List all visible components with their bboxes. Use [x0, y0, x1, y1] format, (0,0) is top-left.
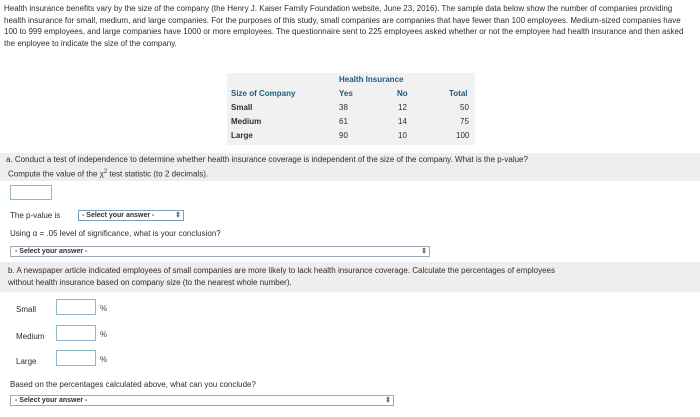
- chevron-updown-icon: ⇕: [421, 248, 427, 255]
- significance-question: Using α = .05 level of significance, what is your conclusion?: [10, 229, 221, 238]
- cell-no-large: 10: [398, 131, 407, 140]
- small-percent-input[interactable]: [56, 299, 96, 315]
- chi-square-input[interactable]: [10, 185, 52, 200]
- row-size-small: Small: [231, 103, 253, 112]
- cell-total-small: 50: [460, 103, 469, 112]
- compute-suffix: test statistic (to 2 decimals).: [107, 169, 209, 179]
- intro-paragraph: Health insurance benefits vary by the size of the company (the Henry J. Kaiser Family Foundation website, June 23, 2016). The sample data below show the number of companies providing health insurance for small, medium, and large companies. For the purposes of this study, small companies are companies that have fewer than 100 employees. Medium-sized companies have 100 to 999 employees, and large companies have 1000 or more employees. The questionnaire sent to 225 employees asked whether or not the employee had health insurance and then asked the enployee to indicate the size of the company.: [4, 4, 684, 48]
- col-no-header: No: [397, 89, 408, 98]
- col-yes-header: Yes: [339, 89, 353, 98]
- chi-sup: 2: [103, 169, 108, 175]
- cell-yes-large: 90: [339, 131, 348, 140]
- large-percent-input[interactable]: [56, 350, 96, 366]
- cell-yes-medium: 61: [339, 117, 348, 126]
- col-total-header: Total: [449, 89, 468, 98]
- group-header: Health Insurance: [339, 75, 404, 84]
- conclude-question: Based on the percentages calculated above, what can you conclude?: [10, 380, 256, 389]
- data-table: [227, 73, 475, 145]
- compute-chi-text: [8, 169, 208, 179]
- chevron-updown-icon: ⇕: [385, 397, 391, 404]
- conclusion-select[interactable]: - Select your answer - ⇕: [10, 246, 430, 257]
- conclude-select[interactable]: - Select your answer - ⇕: [10, 395, 394, 406]
- cell-total-medium: 75: [460, 117, 469, 126]
- row-size-large: Large: [231, 131, 253, 140]
- medium-label: Medium: [16, 332, 45, 341]
- medium-percent-input[interactable]: [56, 325, 96, 341]
- large-label: Large: [16, 357, 37, 366]
- row-size-medium: Medium: [231, 117, 262, 126]
- pvalue-label: The p-value is: [10, 211, 61, 220]
- compute-prefix: Compute the value of the χ: [8, 169, 104, 179]
- part-b-question-line2: without health insurance based on company size (to the nearest whole number).: [8, 278, 292, 287]
- large-percent-unit: %: [100, 355, 108, 364]
- pvalue-select[interactable]: - Select your answer - ⇕: [78, 210, 184, 221]
- small-percent-unit: %: [100, 304, 108, 313]
- part-a-question: a. Conduct a test of independence to determine whether health insurance coverage is independent of the size of the company. What is the p-value?: [6, 155, 528, 164]
- small-label: Small: [16, 305, 37, 314]
- medium-percent-unit: %: [100, 330, 108, 339]
- cell-total-large: 100: [456, 131, 470, 140]
- part-b-question-line1: b. A newspaper article indicated employees of small companies are more likely to lack health insurance coverage. Calculate the percentages of employees: [8, 266, 555, 275]
- chevron-updown-icon: ⇕: [175, 212, 181, 219]
- col-size-header: Size of Company: [231, 89, 296, 98]
- cell-no-medium: 14: [398, 117, 407, 126]
- cell-yes-small: 38: [339, 103, 348, 112]
- cell-no-small: 12: [398, 103, 407, 112]
